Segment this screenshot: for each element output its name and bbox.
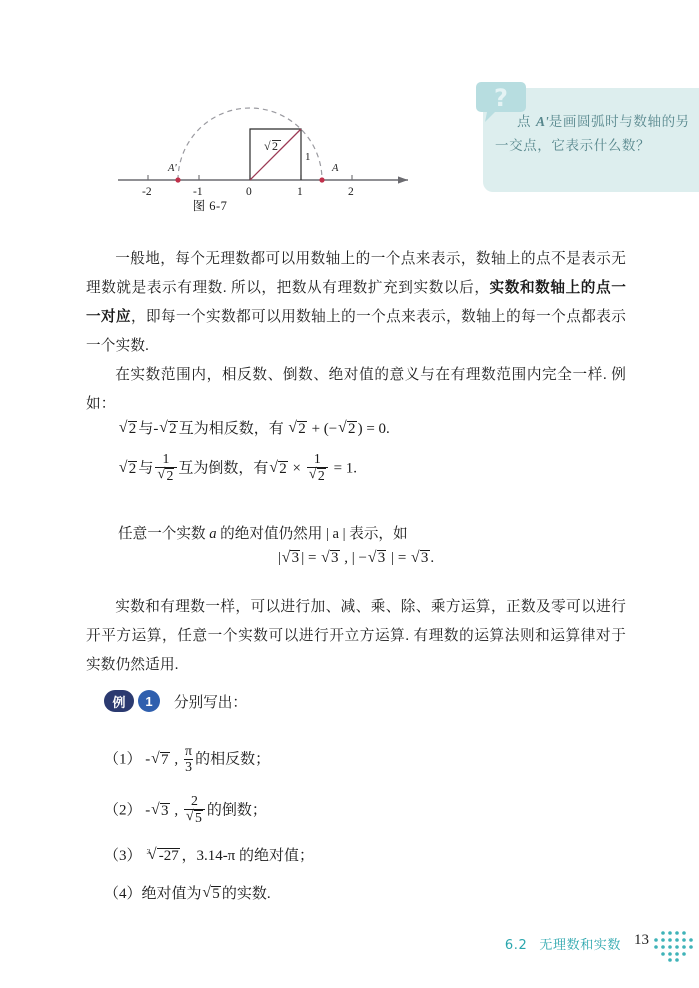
axis-arrow-icon [398,176,408,183]
paragraph-1-bold: 实数和数轴上的点一一对应 [86,280,626,325]
sqrt-2-c: √ 2 [288,414,307,444]
item-2-tail: 的倒数； [206,802,267,819]
sqrt-5-radicand: 5 [212,886,220,902]
paragraph-absolute-value [118,519,408,549]
fraction-pi-over-3: $\frac{\pi}{3}$ [185,743,192,774]
label-A: A [332,163,339,174]
sqrt-2-f: √ 2 [269,454,288,484]
equation-absolute-value: | √ 3 | = √ 3 , | − √ 3 | = √ 3 . [86,550,626,567]
sqrt-3-item2: √ 3 [151,796,170,826]
paragraph-2: 在实数范围内，相反数、倒数、绝对值的意义与在有理数范围内完全一样. 例如： [86,367,626,412]
svg-text:?: ? [494,84,508,112]
paragraph-3: 实数和有理数一样，可以进行加、减、乘、除、乘方运算，正数及零可以进行开平方运算，任意一个实数可以进行开立方运算. 有理数的运算法则和运算律对于实数仍然适用. [86,599,626,673]
sqrt-7: √ 7 [151,745,170,775]
example-item-4 [104,879,271,909]
svg-text:√: √ [264,139,271,153]
fraction-2-over-sqrt5: 2 √ 5 [184,794,205,826]
paragraph-1-part-a: 一般地，每个无理数都可以用数轴上的一个点来表示，数轴上的点不是表示无理数就是表示有理数. 所以，把数从有理数扩充到实数以后， [86,251,626,296]
page-footer [0,924,699,964]
callout-text-prefix: 点 [517,114,536,130]
tick-label-1: 1 [297,186,303,198]
item-4-prefix: 绝对值为 [141,886,202,902]
fraction-one-over-sqrt2-a: 1 √ 2 [155,452,176,484]
paragraph-1-part-b: ，即每一个实数都可以用数轴上的一个点来表示，数轴上的每一个点都表示一个实数. [86,309,626,354]
footer-section-title: 无理数和实数 [539,938,621,953]
item-1-tail: 的相反数； [195,751,271,768]
sqrt-3-b: √ 3 [321,550,340,567]
number-line-diagram [0,78,460,198]
footer-section-number: 6.2 [504,938,528,953]
sqrt-2-e: √ 2 [119,454,138,484]
item-3-mid: ，3.14-π [181,848,240,864]
cube-root-minus-27: √ 3 -27 [146,841,180,871]
question-callout [483,84,699,192]
eq2-text-b: 互为倒数，有 [178,460,269,477]
point-A-prime [175,177,180,182]
page-number: 13 [634,932,649,948]
p3-part-b: 的绝对值仍然用 | a | 表示，如 [216,526,408,542]
point-A [319,177,324,182]
sqrt-5-item4 [202,879,221,909]
item-3-marker: （3） [104,848,142,864]
p3-italic-a: a [209,526,217,542]
paragraph-1 [86,245,626,361]
example-item-3 [104,841,314,871]
eq1-text-b: 互为相反数，有 [178,421,284,437]
example-item-1: （1） - √ 7 , $\frac{\pi}{3}$ 的相反数； [104,744,270,775]
eq1-text-a: 与 [138,421,154,437]
footer-dot-grid-decoration [651,928,697,962]
tick-label--2: -2 [142,186,152,198]
example-badge: 例 [104,690,134,712]
diagonal-line [250,129,301,180]
example-item-2: （2） - √ 3 , 2 √ 5 的倒数； [104,794,267,826]
eq2-text-a: 与 [138,460,154,477]
item-2-marker: （2） [104,802,142,819]
example-number-badge: 1 [138,690,160,712]
callout-text-rest: 是画圆弧时与数轴的另一交点，它表示什么数？ [495,114,690,154]
sqrt-2-d: √ 2 [338,414,357,444]
tick-label-2: 2 [348,186,354,198]
equation-reciprocal-numbers: √ 2 与 1 √ 2 互为倒数，有 √ 2 × 1 √ 2 = 1. [118,452,357,484]
callout-text [495,110,695,158]
item-1-marker: （1） [104,751,142,768]
side-length-label: 1 [305,151,311,163]
svg-text:2: 2 [272,139,278,153]
footer-section-label [505,934,621,953]
sqrt-3-d: √ 3 [411,550,430,567]
sqrt-2-a: √ 2 [119,414,138,444]
item-3-tail: 的绝对值； [239,848,315,864]
example-title: 分别写出： [174,694,247,711]
fraction-one-over-sqrt2-b: 1 √ 2 [307,452,328,484]
p3-part-a: 任意一个实数 [118,526,210,542]
item-4-tail: 的实数. [221,886,271,902]
figure-caption: 图 6-7 [192,199,228,213]
tick-label-0: 0 [246,186,252,198]
item-4-marker: （4） [104,886,142,902]
tick-label--1: -1 [193,186,203,198]
sqrt-3-a: √ 3 [282,550,301,567]
example-header [104,690,247,712]
figure-number-line [0,78,460,228]
sqrt-2-b: √ 2 [159,414,178,444]
callout-text-italic: A' [536,114,549,129]
sqrt-3-c: √ 3 [368,550,387,567]
equation-opposite-numbers: √ 2 与- √ 2 互为相反数，有 √ 2 + (− √ 2 ) = 0. [118,414,390,444]
label-A-prime: A' [168,163,177,174]
